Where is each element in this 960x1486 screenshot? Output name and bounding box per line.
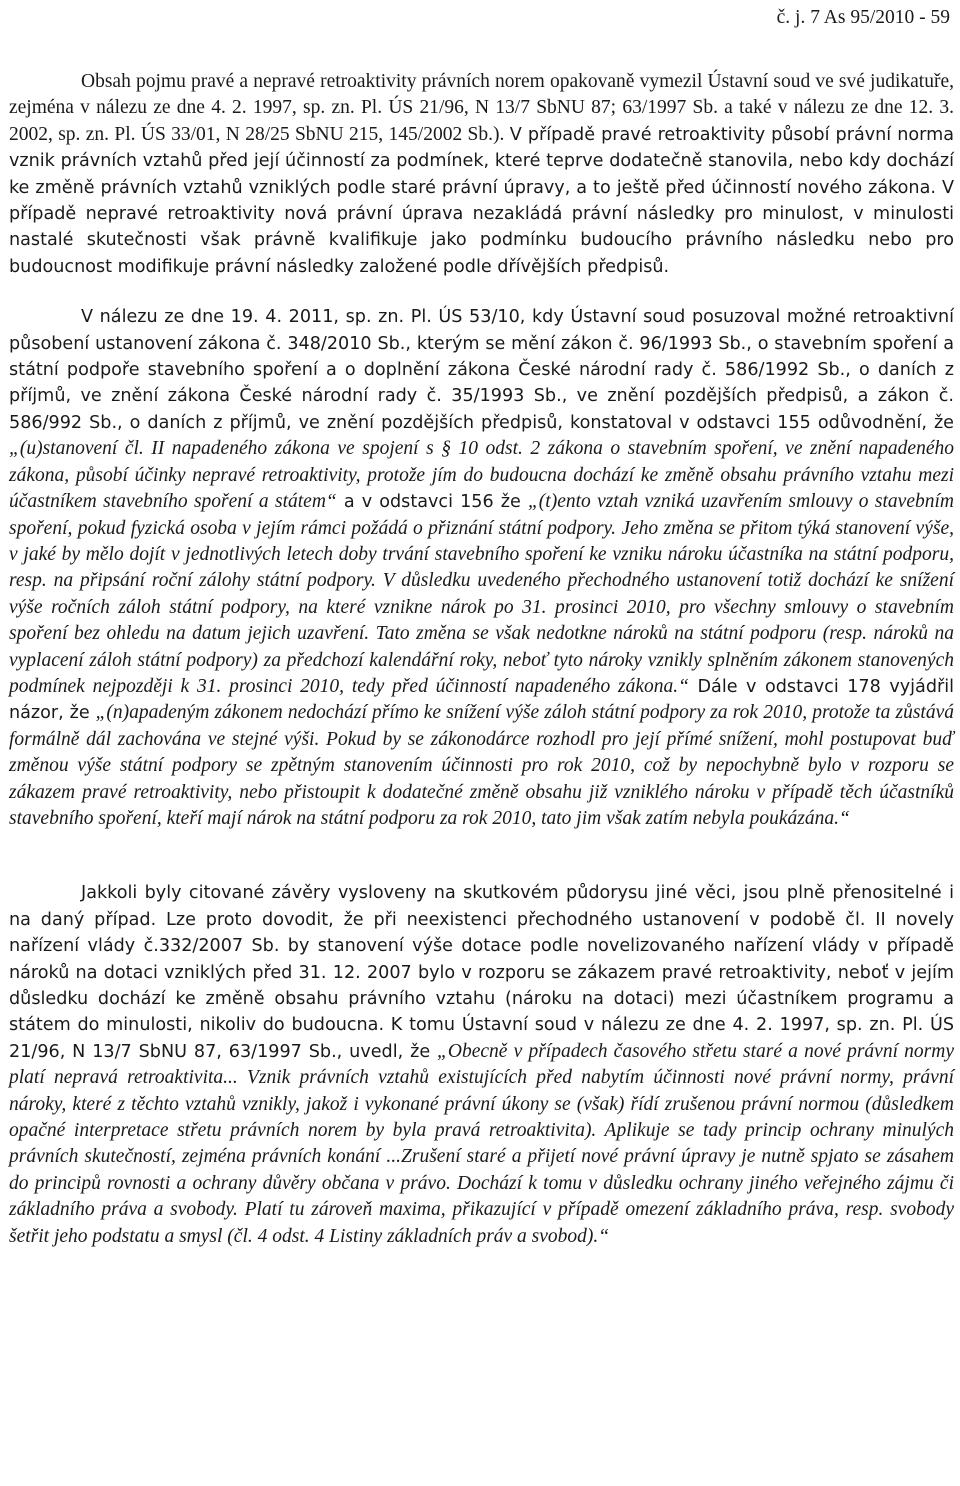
paragraph-3-segment-1: Jakkoli byly citované závěry vysloveny na skutkovém půdorysu jiné věci, jsou plně přenositelné i na daný případ. Lze proto dovodit, že při neexistenci přechodného ustanovení v podobě čl. II novely nařízení vlády č.332/2007 Sb. by stanovení výše dotace podle novelizovaného nařízení vlády v případě nároků na dotaci vzniklých před 31. 12. 2007 bylo v rozporu se zákazem pravé retroaktivity, neboť v jejím důsledku dochází ke změně obsahu právního vztahu (nároku na dotaci) mezi účastníkem programu a státem do minulosti, nikoliv do budoucna. K tomu Ústavní soud v nálezu ze dne 4. 2. 1997, sp. zn. Pl. ÚS 21/96, N 13/7 SbNU 87, 63/1997 Sb., uvedl, že bbox=[9, 883, 954, 1062]
paragraph-2-quote-2: „(t)ento vztah vzniká uzavřením smlouvy o stavebním spoření, pokud fyzická osoba v jejím rámci požádá o přiznání státní podpory. Jeho změna se přitom týká stanovení výše, v jaké by mělo dojít v jednotlivých letech doby trvání stavebního spoření ke vzniku nároku účastníka na státní podporu, resp. na připsání roční zálohy státní podpory. V důsledku uvedeného přechodného ustanovení totiž dochází ke snížení výše ročních záloh státní podpory, na které vznikne nárok po 31. prosinci 2010, pro všechny smlouvy o stavebním spoření bez ohledu na datum jejich uzavření. Tato změna se však nedotkne nároků na státní podporu (resp. nároků na vyplacení záloh státní podpory) za předchozí kalendářní roky, neboť tyto nároky vznikly splněním zákonem stanovených podmínek nejpozději k 31. prosinci 2010, tedy před účinností napadeného zákona.“ bbox=[9, 491, 954, 697]
paragraph-retroactivity-definition bbox=[9, 69, 954, 280]
paragraph-2-segment-3: a v odstavci 156 že bbox=[336, 492, 528, 513]
paragraph-1-segment-1: Obsah pojmu pravé a nepravé retroaktivity právních norem opakovaně vymezil Ústavní soud ve své judikatuře, zejména v nálezu ze dne 4. 2. 1997, sp. zn. Pl. ÚS 21/96, N 13/7 SbNU 87; 63/1997 Sb. a také v nálezu ze dne 12. 3. 2002, sp. zn. Pl. ÚS 33/01, N 28/25 SbNU 215, 145/2002 Sb.). bbox=[9, 71, 954, 145]
paragraph-2-quote-3: „(n)apadeným zákonem nedochází přímo ke snížení výše záloh státní podpory za rok 2010, protože ta zůstává formálně dál zachována ve stejné výši. Pokud by se zákonodárce rozhodl pro její přímé snížení, mohl postupovat buď změnou výše státní podpory se zpětným stanovením účinnosti pro rok 2010, což by nepochybně bylo v rozporu se zákazem pravé retroaktivity, nebo přistoupit k dodatečné změně obsahu již vzniklého nároku v případě těch účastníků stavebního spoření, kteří mají nárok na státní podporu za rok 2010, tato jim však zatím nebyla poukázána.“ bbox=[9, 702, 954, 829]
case-reference: č. j. 7 As 95/2010 - 59 bbox=[776, 7, 950, 28]
paragraph-conclusion bbox=[9, 880, 954, 1250]
paragraph-2-segment-5: Dále v odstavci 178 vyjádřil názor, že bbox=[9, 676, 954, 724]
paragraph-1-segment-2: V případě pravé retroaktivity působí právní norma vznik právních vztahů před její účinností za podmínek, které teprve dodatečně stanovila, nebo kdy dochází ke změně právních vztahů vzniklých podle staré právní úpravy, a to ještě před účinností nového zákona. bbox=[9, 124, 954, 198]
paragraph-constitutional-court-finding bbox=[9, 304, 954, 832]
paragraph-2-segment-1: V nálezu ze dne 19. 4. 2011, sp. zn. Pl. ÚS 53/10, kdy Ústavní soud posuzoval možné retroaktivní působení ustanovení zákona č. 348/2010 Sb., kterým se mění zákon č. 96/1993 Sb., o stavebním spoření a státní podpoře stavebního spoření a o doplnění zákona České národní rady č. 586/1992 Sb., o daních z příjmů, ve znění zákona České národní rady č. 35/1993 Sb., ve znění pozdějších předpisů, a zákon č. 586/992 Sb., o daních z příjmů, ve znění pozdějších předpisů, konstatoval v odstavci 155 odůvodnění, že bbox=[9, 307, 954, 433]
paragraph-1-segment-3: V případě nepravé retroaktivity nová právní úprava nezakládá právní následky pro minulost, v minulosti nastalé skutečnosti však právně kvalifikuje jako podmínku budoucího právního následku nebo pro budoucnost modifikuje právní následky založené podle dřívějších předpisů. bbox=[9, 177, 954, 277]
paragraph-3-quote-1: „Obecně v případech časového střetu staré a nové právní normy platí nepravá retroaktivita... Vznik právních vztahů existujících před nabytím účinnosti nové právní normy, právní nároky, které z těchto vztahů vznikly, jakož i vykonané právní úkony se (však) řídí zrušenou právní normou (důsledkem opačné interpretace střetu právních norem by byla pravá retroaktivita). Aplikuje se tady princip ochrany minulých právních skutečností, zejména právních konání ...Zrušení staré a přijetí nové právní úpravy je nutně spjato se zásahem do principů rovnosti a ochrany důvěry občana v právo. Dochází k tomu v důsledku ochrany jiného veřejného zájmu či základního práva a svobody. Platí tu zároveň maxima, přikazující v případě omezení základního práva, resp. svobody šetřit jeho podstatu a smysl (čl. 4 odst. 4 Listiny základních práv a svobod).“ bbox=[9, 1040, 954, 1247]
document-page bbox=[9, 0, 954, 1250]
paragraph-2-quote-1: „(u)stanovení čl. II napadeného zákona ve spojení s § 10 odst. 2 zákona o stavebním spoření, ve znění napadeného zákona, působí účinky nepravé retroaktivity, protože jím do budoucna dochází ke změně obsahu právního vztahu mezi účastníkem stavebního spoření a státem“ bbox=[9, 438, 954, 513]
